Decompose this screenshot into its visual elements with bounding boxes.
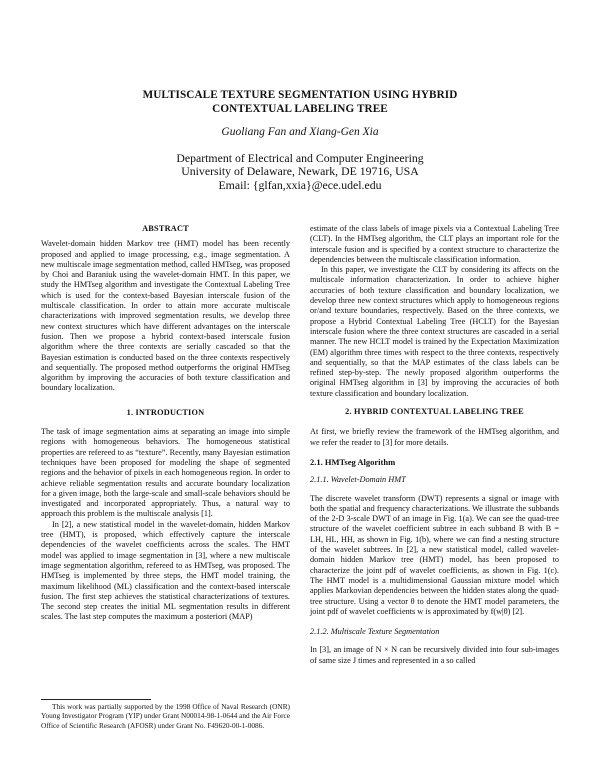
affiliation-univ: University of Delaware, Newark, DE 19716, USA (181, 164, 419, 179)
section-2-intro: At first, we briefly review the framework of the HMTseg algorithm, and we refer the reader to [3] for more details. (310, 427, 559, 447)
subsubsection-2-1-2-heading: 2.1.2. Multiscale Texture Segmentation (310, 627, 440, 637)
subsubsection-2-1-1-heading: 2.1.1. Wavelet-Domain HMT (310, 475, 406, 485)
right-paragraph-1: estimate of the class labels of image pixels via a Contextual Labeling Tree (CLT). In the HMTseg algorithm, the CLT plays an important role for the interscale fusion and is specified by a context structure to characterize the dependencies between the multiscale classification information. (310, 224, 559, 264)
subsection-2-1-heading: 2.1. HMTseg Algorithm (310, 456, 396, 467)
intro-paragraph-1: The task of image segmentation aims at separating an image into simple regions with homogeneous behaviors. The homogeneous statistical properties are refereed to as “texture”. Recently, many Bayesian estimation techniques have been proposed for modeling the shape of segmented regions and the behavior of pixels in each homogeneous region. In order to achieve reliable segmentation results and accurate boundary localization for a given image, both the large-scale and small-scale behaviors should be investigated and incorporated appropriately. Thus, a natural way to approach this problem is the multiscale analysis [1]. (41, 427, 290, 519)
affiliation (60, 152, 540, 192)
segmentation-paragraph: In [3], an image of N × N can be recursively divided into four sub-images of same size J times and represented in a so called (310, 645, 559, 665)
abstract-text: Wavelet-domain hidden Markov tree (HMT) model has been recently proposed and applied to image processing, e.g., image segmentation. A new multiscale image segmentation method, called HMTseg, was proposed by Choi and Baraniuk using the wavelet-domain HMT. In this paper, we study the HMTseg algorithm and investigate the Contextual Labeling Tree which is used for the context-based Bayesian interscale fusion of the multiscale classification. In order to attain more accurate multiscale characterizations with improved segmentation results, we develop three new context structures which have different advantages on the interscale fusion. Then we propose a hybrid context-based interscale fusion algorithm where the three contexts are serially cascaded so that the Bayesian estimation is conducted based on the three contexts respectively and sequentially. The proposed method outperforms the original HMTseg algorithm by improving the accuracies of both texture classification and boundary localization. (41, 239, 290, 393)
right-column (310, 224, 559, 666)
affiliation-dept: Department of Electrical and Computer Engineering (176, 151, 424, 165)
footnote (41, 702, 290, 730)
intro-paragraph-2: In [2], a new statistical model in the wavelet-domain, hidden Markov tree (HMT), is proposed, which effectively capture the interscale dependencies of the wavelet coefficients across the scales. The HMT model was applied to image segmentation in [3], where a new multiscale image segmentation algorithm, refereed to as HMTseg, was proposed. The HMTseg is implemented by three steps, the HMT model training, the maximum likelihood (ML) classification and the context-based interscale fusion. The first step achieves the statistical characterizations of textures. The second step creates the initial ML segmentation results in different scales. The last step computes the maximum a posteriori (MAP) (41, 519, 290, 622)
section-2-heading: 2. HYBRID CONTEXTUAL LABELING TREE (345, 407, 524, 417)
dwt-paragraph: The discrete wavelet transform (DWT) represents a signal or image with both the spatial and frequency characterizations. We illustrate the subbands of the 2-D 3-scale DWT of an image in Fig. 1(a). We can see the quad-tree structure of the wavelet coefficient subtree in each subband B with B = LH, HL, HH, as shown in Fig. 1(b), where we can find a nesting structure of the wavelet subtrees. In [2], a new statistical model, called wavelet-domain hidden Markov tree (HMT) model, has been proposed to characterize the joint pdf of wavelet coefficients, as shown in Fig. 1(c). The HMT model is a multidimensional Gaussian mixture model which applies Markovian dependencies between the hidden states along the quad-tree structure. Using a vector θ to denote the HMT model parameters, the joint pdf of wavelet coefficients w is approximated by f(w|θ) [2]. (310, 493, 559, 616)
right-paragraph-2: In this paper, we investigate the CLT by considering its affects on the multiscale information characterization. In order to achieve higher accuracies of both texture classification and boundary localization, we develop three new context structures which apply to homogeneous regions or/and texture boundaries, respectively. Based on the three contexts, we propose a Hybrid Contextual Labeling Tree (HCLT) for the Bayesian interscale fusion where the three context structures are cascaded in a serial manner. The new HCLT model is trained by the Expectation Maximization (EM) algorithm three times with respect to the three contexts, respectively and sequentially, so that the MAP estimates of the class labels can be refined step-by-step. The newly proposed algorithm outperforms the original HMTseg algorithm in [3] by improving the accuracies of both texture classification and boundary localization. (310, 265, 559, 398)
abstract-heading: ABSTRACT (142, 224, 189, 233)
affiliation-email: Email: {glfan,xxia}@ece.udel.edu (218, 177, 382, 192)
introduction-heading: 1. INTRODUCTION (126, 407, 205, 417)
left-column (41, 224, 290, 623)
footnote-rule (41, 699, 151, 700)
paper-title (60, 88, 540, 116)
title-line-2: CONTEXTUAL LABELING TREE (212, 103, 388, 115)
authors: Guoliang Fan and Xiang-Gen Xia (221, 126, 379, 138)
title-line-1: MULTISCALE TEXTURE SEGMENTATION USING HYBRID (142, 89, 458, 101)
footnote-text: This work was partially supported by the 1998 Office of Naval Research (ONR) Young Investigator Program (YIP) under Grant N00014-98-1-0644 and the Air Force Office of Scientific Research (AFOSR) under Grant No. F49620-00-1-0086. (41, 702, 290, 730)
